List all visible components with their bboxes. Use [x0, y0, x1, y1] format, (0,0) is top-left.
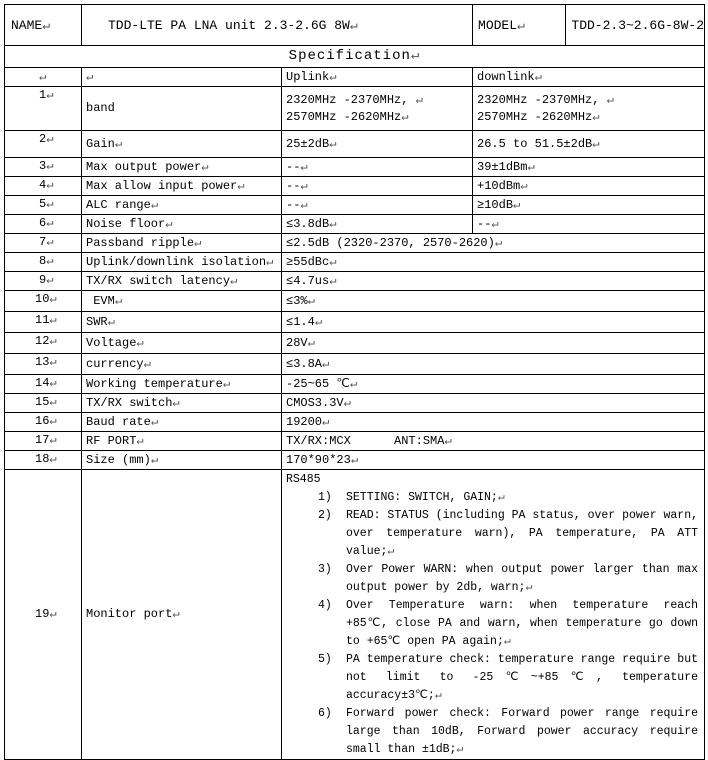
downlink-value: +10dBm↵: [473, 177, 705, 196]
row-label: Monitor port↵: [82, 470, 282, 760]
list-item: 6) Forward power check: Forward power range require large than 10dB, Forward power accuracy require small than ±1dB;↵: [318, 707, 699, 756]
downlink-header: downlink↵: [473, 68, 705, 87]
table-row: [5, 470, 705, 760]
row-number: 1↵: [5, 87, 82, 131]
row-number: 15↵: [5, 394, 82, 413]
monitor-feature-list: [286, 489, 698, 759]
spec-value: TX/RX:MCX ANT:SMA↵: [282, 432, 705, 451]
table-row: [5, 131, 705, 158]
item-text: READ: STATUS (including PA status, over power warn, over temperature warn), PA temperature, PA ATT value;: [346, 509, 699, 558]
empty-num-header: ↵: [5, 68, 82, 87]
spec-value: 19200↵: [282, 413, 705, 432]
row-number: 18↵: [5, 451, 82, 470]
row-number: 2↵: [5, 131, 82, 158]
table-row: [5, 354, 705, 375]
item-number: 5): [318, 653, 332, 666]
spec-table: [4, 4, 705, 760]
uplink-value: 25±2dB↵: [282, 131, 473, 158]
monitor-port-details: [282, 470, 705, 760]
table-row: [5, 432, 705, 451]
spec-value: ≤4.7us↵: [282, 272, 705, 291]
row-number: 8↵: [5, 253, 82, 272]
item-number: 4): [318, 599, 332, 612]
spec-title-cell: Specification↵: [5, 46, 705, 68]
spec-value: 28V↵: [282, 333, 705, 354]
spec-title: Specification: [288, 48, 411, 64]
uplink-header: Uplink↵: [282, 68, 473, 87]
table-row: [5, 196, 705, 215]
row-number: 3↵: [5, 158, 82, 177]
uplink-value: --↵: [282, 177, 473, 196]
item-text: Over Temperature warn: when temperature reach +85℃, close PA and warn, when temperature go down to +65℃ open PA again;: [346, 599, 699, 648]
item-number: 2): [318, 509, 332, 522]
model-value: TDD-2.3~2.6G-8W-2: [571, 17, 705, 33]
row-label: Working temperature↵: [82, 375, 282, 394]
uplink-value: --↵: [282, 158, 473, 177]
spec-value: ≤3.8A↵: [282, 354, 705, 375]
name-label: NAME: [11, 17, 43, 33]
list-item: 3) Over Power WARN: when output power larger than max output power by 2db, warn;↵: [318, 563, 699, 594]
table-row: [5, 375, 705, 394]
table-row: [5, 291, 705, 312]
item-number: 6): [318, 707, 332, 720]
item-text: PA temperature check: temperature range require but not limit to -25℃~+85℃, temperature accuracy±3℃;: [346, 653, 699, 702]
row-label: SWR↵: [82, 312, 282, 333]
row-number: 14↵: [5, 375, 82, 394]
table-row: [5, 333, 705, 354]
list-item: 4) Over Temperature warn: when temperature reach +85℃, close PA and warn, when temperature go down to +65℃ open PA again;↵: [318, 599, 699, 648]
table-row: [5, 272, 705, 291]
row-number: 7↵: [5, 234, 82, 253]
row-label: Max allow input power↵: [82, 177, 282, 196]
spec-value: ≥55dBc↵: [282, 253, 705, 272]
uplink-value: 2320MHz -2370MHz, ↵ 2570MHz -2620MHz↵: [282, 87, 473, 131]
spec-value: ≤1.4↵: [282, 312, 705, 333]
name-value-cell: TDD-LTE PA LNA unit 2.3-2.6G 8W↵: [82, 5, 473, 46]
row-label: RF PORT↵: [82, 432, 282, 451]
spec-value: 170*90*23↵: [282, 451, 705, 470]
item-number: 3): [318, 563, 332, 576]
row-number: 13↵: [5, 354, 82, 375]
item-text: SETTING: SWITCH, GAIN;: [346, 491, 498, 504]
list-item: 1) SETTING: SWITCH, GAIN;↵: [286, 489, 698, 507]
row-label: Size (mm)↵: [82, 451, 282, 470]
table-row: [5, 177, 705, 196]
spec-value: ≤2.5dB (2320-2370, 2570-2620)↵: [282, 234, 705, 253]
empty-label-header: ↵: [82, 68, 282, 87]
downlink-value: ≥10dB↵: [473, 196, 705, 215]
row-label: currency↵: [82, 354, 282, 375]
row-label: band: [82, 87, 282, 131]
row-number: 10↵: [5, 291, 82, 312]
name-label-cell: NAME↵: [5, 5, 82, 46]
item-text: Forward power check: Forward power range require large than 10dB, Forward power accuracy require small than ±1dB;: [346, 707, 699, 756]
downlink-value: --↵: [473, 215, 705, 234]
row-number: 16↵: [5, 413, 82, 432]
row-number: 5↵: [5, 196, 82, 215]
row-number: 11↵: [5, 312, 82, 333]
row-label: Gain↵: [82, 131, 282, 158]
row-label: Baud rate↵: [82, 413, 282, 432]
table-row: [5, 312, 705, 333]
model-cell: MODEL ↵ TDD-2.3~2.6G-8W-2: [473, 5, 705, 46]
item-number: 1): [318, 491, 332, 504]
downlink-value: 2320MHz -2370MHz, ↵ 2570MHz -2620MHz↵: [473, 87, 705, 131]
list-item: 2) READ: STATUS (including PA status, over power warn, over temperature warn), PA temperature, PA ATT value;↵: [318, 509, 699, 558]
row-label: TX/RX switch↵: [82, 394, 282, 413]
item-text: Over Power WARN: when output power larger than max output power by 2db, warn;: [346, 563, 699, 594]
row-number: 17↵: [5, 432, 82, 451]
spec-title-row: [5, 46, 705, 68]
row-label: Noise floor↵: [82, 215, 282, 234]
list-item: 5) PA temperature check: temperature range require but not limit to -25℃~+85℃, temperature accuracy±3℃;↵: [318, 653, 699, 702]
row-label: TX/RX switch latency↵: [82, 272, 282, 291]
row-label: Max output power↵: [82, 158, 282, 177]
table-row: [5, 215, 705, 234]
row-number: 6↵: [5, 215, 82, 234]
column-header-row: [5, 68, 705, 87]
row-number: 9↵: [5, 272, 82, 291]
uplink-value: --↵: [282, 196, 473, 215]
row-label: Passband ripple↵: [82, 234, 282, 253]
row-label: Voltage↵: [82, 333, 282, 354]
row-label: Uplink/downlink isolation↵: [82, 253, 282, 272]
downlink-value: 39±1dBm↵: [473, 158, 705, 177]
table-row: [5, 394, 705, 413]
spec-document: [4, 4, 705, 756]
table-row: [5, 158, 705, 177]
row-label: ALC range↵: [82, 196, 282, 215]
table-row: [5, 413, 705, 432]
spec-value: ≤3%↵: [282, 291, 705, 312]
row-number: 4↵: [5, 177, 82, 196]
spec-value: -25~65 ℃↵: [282, 375, 705, 394]
table-row: [5, 87, 705, 131]
row-number: 12↵: [5, 333, 82, 354]
name-value: TDD-LTE PA LNA unit 2.3-2.6G 8W: [108, 17, 350, 33]
table-row: [5, 451, 705, 470]
downlink-value: 26.5 to 51.5±2dB↵: [473, 131, 705, 158]
rs485-title: RS485: [286, 473, 321, 486]
model-label: MODEL: [478, 17, 518, 33]
row-number: 19↵: [5, 470, 82, 760]
table-row: [5, 234, 705, 253]
header-row: [5, 5, 705, 46]
uplink-value: ≤3.8dB↵: [282, 215, 473, 234]
spec-value: CMOS3.3V↵: [282, 394, 705, 413]
table-row: [5, 253, 705, 272]
row-label: EVM↵: [82, 291, 282, 312]
